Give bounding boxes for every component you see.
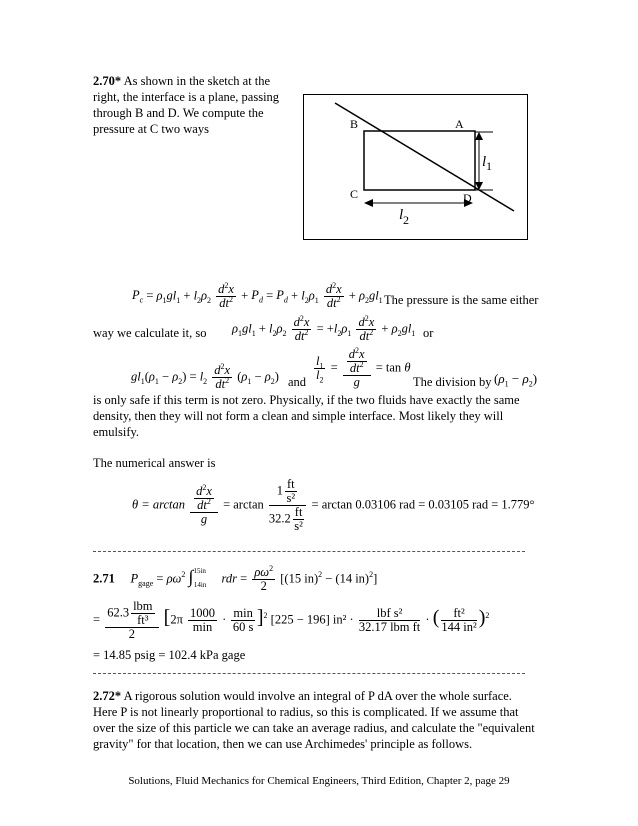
problem-number: 2.72*	[93, 689, 122, 703]
value-g: 32.2	[268, 511, 291, 526]
unit-ft3: ft³	[137, 613, 149, 627]
unit-min: min	[192, 620, 213, 634]
gc-value: 32.17 lbm ft	[358, 620, 421, 634]
rho-difference: $(\rho_1 - \rho_2)$	[494, 371, 538, 389]
text-line: pressure at C two ways	[93, 122, 209, 136]
unit-in2: 144 in²	[441, 620, 477, 634]
equation-2: $\rho_1gl_1 + l_2\rho_2$ $\frac{d^2x}{dt^2}$ = $+l_2\rho_1$ $\frac{d^2x}{dt^2}$ + $\rho_2gl_1$	[232, 313, 416, 343]
equation-tan: $\frac{l_1}{l_2}$ = $\frac{\frac{d^2x}{dt^2}}{g}$ = tan θ	[316, 345, 411, 389]
text-line: right, the interface is a plane, passing	[93, 90, 280, 104]
value-two: 2	[128, 627, 135, 641]
numerical-label: The numerical answer is	[93, 456, 216, 470]
page-footer: Solutions, Fluid Mechanics for Chemical Engineers, Third Edition, Chapter 2, page 29	[128, 775, 510, 787]
text-line: gravity" for that location, then we can use Archimedes' principle as follows.	[93, 737, 473, 751]
theta-mid: = arctan	[223, 497, 264, 512]
unit-lbm: lbm	[133, 599, 153, 613]
text-line: density, then they will not form a clean and simple interface. Most likely they will	[93, 409, 504, 423]
problem-272-text	[93, 688, 563, 752]
line2-end: or	[423, 326, 434, 340]
text-line: As shown in the sketch at the	[123, 74, 271, 88]
equation-271-result: = 14.85 psig = 102.4 kPa gage	[93, 648, 246, 662]
theta-lhs: θ = arctan	[132, 497, 185, 512]
theta-result: = arctan 0.03106 rad = 0.03105 rad = 1.779°	[311, 497, 535, 512]
divider	[93, 551, 525, 552]
equation-271-line1: 2.71 $P_{gage} = \rho\omega^2$ ∫$^{15in}_{14in}$ rdr = $\frac{\rho\omega^2}{2}$ [(15 in)$^2$ − (14 in)$^2$]	[93, 563, 378, 593]
paragraph	[93, 392, 553, 440]
divider	[93, 673, 525, 674]
equation-theta: θ = arctan $\frac{\frac{d^2x}{dt^2}}{g}$ = arctan 1 $\frac{ft}{\text{s²}}$ 32.2 $\frac{ft}{\text{s²}}$ = arctan 0.03106 rad = 0.03105 rad = 1.779°	[132, 477, 535, 533]
interface-sketch	[303, 94, 529, 241]
unit-ft2: ft²	[441, 607, 476, 621]
division-text: The division by	[413, 375, 492, 389]
two-pi: 2π	[170, 612, 183, 627]
rpm-value: 1000	[190, 606, 215, 620]
label-a: A	[455, 117, 464, 131]
unit-s2: s²	[294, 519, 303, 533]
unit-ft: ft	[294, 505, 303, 519]
text-line: A rigorous solution would involve an integral of P dA over the whole surface.	[123, 689, 512, 703]
label-d: D	[463, 191, 472, 205]
unit-s2: s²	[286, 491, 296, 505]
label-l2: l	[399, 207, 404, 223]
label-l1-sub: 1	[486, 159, 492, 173]
text-line: through B and D. We compute the	[93, 106, 264, 120]
text-line: over the size of this particle we can take an average radius, and calculate the "equivalent	[93, 721, 535, 735]
eq1-tail: The pressure is the same either	[384, 293, 539, 307]
and-word: and	[288, 375, 307, 389]
problem-number: 2.70*	[93, 74, 122, 88]
problem-number: 2.71	[93, 571, 115, 586]
interface-line	[335, 103, 514, 211]
label-c: C	[350, 187, 359, 201]
problem-270-text	[93, 73, 303, 137]
label-b: B	[350, 117, 359, 131]
label-l1: l	[482, 154, 487, 170]
unit-sec: 60 s	[232, 620, 254, 634]
text-line: is only safe if this term is not zero. Physically, if the two fluids have exactly the same	[93, 393, 520, 407]
label-l2-sub: 2	[403, 213, 409, 227]
radius-bracket: [225 − 196] in²	[270, 612, 347, 627]
equation-3: $gl_1(\rho_1 - \rho_2) = l_2$ $\frac{d^2x}{dt^2}$ $(\rho_1 - \rho_2)$	[131, 361, 279, 391]
unit-lbf: lbf s²	[359, 607, 420, 621]
unit-ft: ft	[286, 477, 295, 491]
unit-min: min	[233, 606, 253, 620]
text-line: Here P is not linearly proportional to radius, so this is complicated. If we assume that	[93, 705, 519, 719]
value-one: 1	[276, 483, 283, 498]
equation-pc: $P_c = \rho_1gl_1 + l_2\rho_2$ $\frac{d^2x}{dt^2}$ + $P_d = P_d + l_2\rho_1$ $\frac{d^2x}{dt^2}$ + $\rho_2gl_1$	[132, 280, 383, 310]
rho-value: 62.3	[107, 605, 130, 620]
text-line: emulsify.	[93, 425, 140, 439]
equation-271-line2: = 62.3 $\frac{\text{lbm}}{\text{ft³}}$ 2 [2π $\frac{1000}{\min}$ · $\frac{\min}{60 s}$ ]$^2$ [225 − 196] in² · $\frac{\text{lbf s²}}{\text{32.17 lbm ft}}$ · ( $\frac{\text{ft²}}{\text{144 in²}}$ )$^2$	[93, 599, 490, 641]
line2-start: way we calculate it, so	[93, 326, 207, 340]
